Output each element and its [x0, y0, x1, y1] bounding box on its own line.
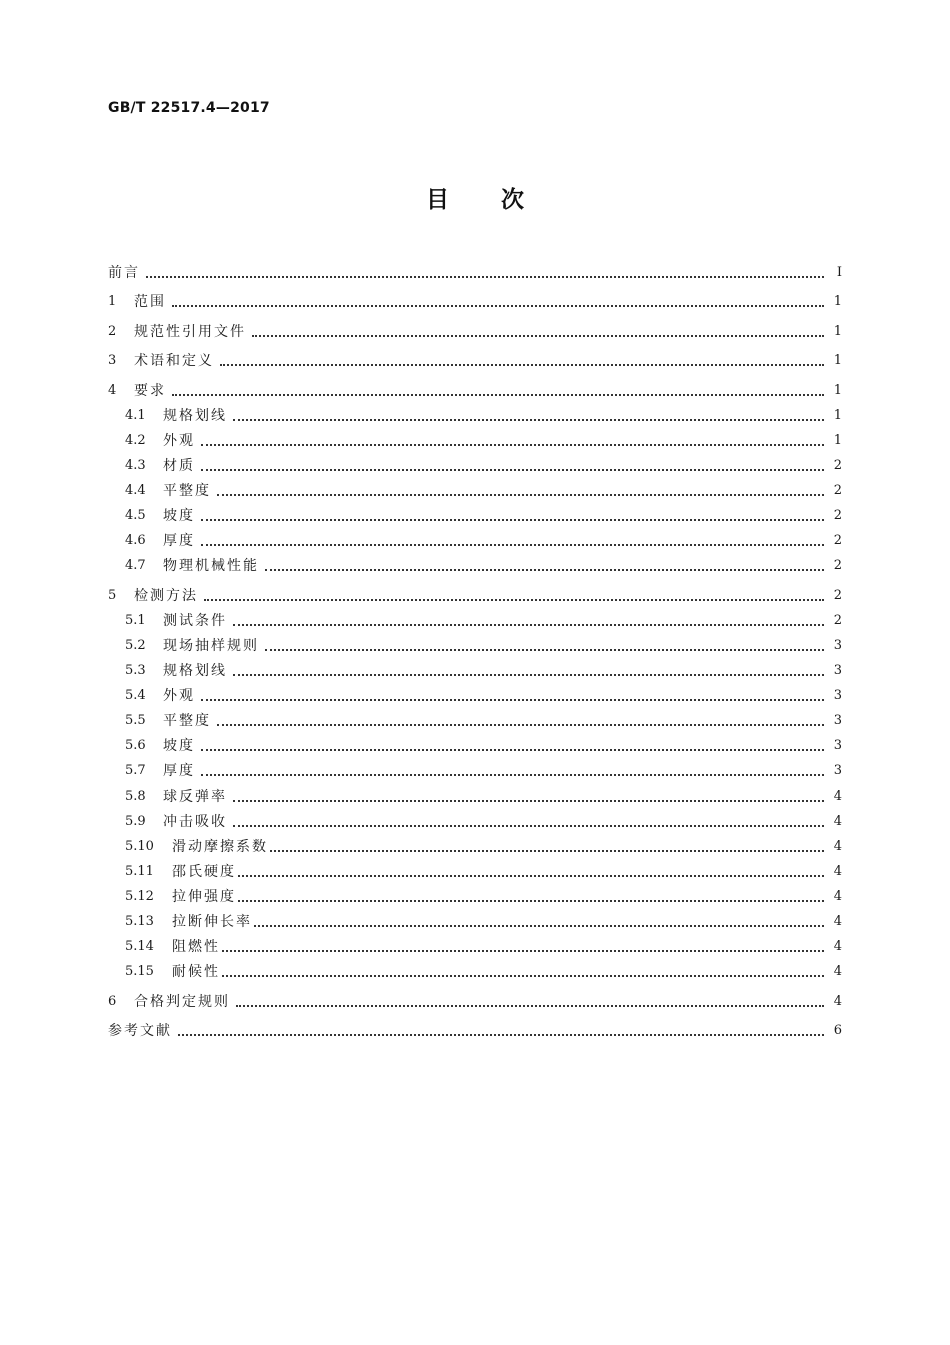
toc-entry-page: 1 [833, 383, 842, 398]
toc-dot-leader [201, 773, 824, 776]
toc-entry-label: 规格划线 [163, 408, 227, 424]
toc-entry-page: 2 [833, 613, 842, 628]
toc-dot-leader [238, 874, 824, 877]
toc-title-right: 次 [501, 187, 524, 213]
toc-entry-label: 冲击吸收 [163, 814, 227, 830]
toc-dot-leader [204, 598, 824, 601]
toc-dot-leader [270, 849, 824, 852]
toc-entry-number: 5.11 [125, 864, 154, 879]
toc-entry[interactable] [0, 735, 950, 755]
toc-entry-number: 5.1 [125, 613, 146, 628]
toc-entry-label: 坡度 [163, 738, 195, 754]
toc-entry-number: 4.3 [125, 458, 146, 473]
toc-entry-number: 4.4 [125, 483, 146, 498]
toc-entry[interactable] [0, 262, 950, 282]
toc-entry-page: 4 [833, 839, 842, 854]
toc-entry[interactable] [0, 321, 950, 341]
toc-entry-page: Ⅰ [836, 265, 842, 280]
toc-entry-label: 材质 [163, 458, 195, 474]
toc-dot-leader [217, 493, 824, 496]
toc-entry-page: 3 [833, 638, 842, 653]
toc-entry[interactable] [0, 480, 950, 500]
toc-entry-number: 5.4 [125, 688, 146, 703]
toc-entry-number: 5.12 [125, 889, 154, 904]
toc-entry-number: 2 [108, 324, 117, 339]
toc-entry[interactable] [0, 660, 950, 680]
toc-entry-number: 5.2 [125, 638, 146, 653]
toc-entry-number: 5.7 [125, 763, 146, 778]
toc-entry-number: 4.5 [125, 508, 146, 523]
toc-entry-number: 4.1 [125, 408, 146, 423]
toc-dot-leader [201, 468, 824, 471]
toc-entry[interactable] [0, 886, 950, 906]
toc-entry-number: 6 [108, 994, 117, 1009]
toc-dot-leader [236, 1004, 824, 1007]
toc-entry-page: 4 [833, 864, 842, 879]
toc-entry[interactable] [0, 786, 950, 806]
toc-entry-label: 阻燃性 [172, 939, 220, 955]
toc-dot-leader [233, 824, 824, 827]
toc-entry-page: 1 [833, 294, 842, 309]
toc-entry[interactable] [0, 911, 950, 931]
toc-dot-leader [201, 518, 824, 521]
toc-entry[interactable] [0, 936, 950, 956]
toc-entry-page: 2 [833, 508, 842, 523]
toc-entry-number: 3 [108, 353, 117, 368]
toc-entry[interactable] [0, 430, 950, 450]
toc-dot-leader [233, 623, 824, 626]
toc-entry[interactable] [0, 760, 950, 780]
toc-dot-leader [201, 698, 824, 701]
toc-dot-leader [233, 673, 824, 676]
toc-entry[interactable] [0, 350, 950, 370]
toc-entry-page: 4 [833, 994, 842, 1009]
toc-entry-number: 5.3 [125, 663, 146, 678]
toc-entry-page: 1 [833, 324, 842, 339]
toc-entry[interactable] [0, 836, 950, 856]
toc-entry[interactable] [0, 291, 950, 311]
toc-entry-number: 5.15 [125, 964, 154, 979]
toc-dot-leader [146, 275, 824, 278]
toc-entry-number: 4.2 [125, 433, 146, 448]
toc-entry-number: 5.8 [125, 789, 146, 804]
toc-entry-number: 5 [108, 588, 117, 603]
toc-entry-page: 4 [833, 789, 842, 804]
toc-entry[interactable] [0, 961, 950, 981]
toc-entry-label: 邵氏硬度 [172, 864, 236, 880]
toc-entry-label: 现场抽样规则 [163, 638, 259, 654]
toc-entry-number: 5.5 [125, 713, 146, 728]
toc-entry-page: 4 [833, 814, 842, 829]
toc-entry-page: 3 [833, 713, 842, 728]
toc-entry-page: 2 [833, 483, 842, 498]
toc-entry[interactable] [0, 811, 950, 831]
toc-entry-label: 拉伸强度 [172, 889, 236, 905]
toc-dot-leader [254, 924, 824, 927]
toc-entry[interactable] [0, 610, 950, 630]
toc-entry-label: 平整度 [163, 713, 211, 729]
toc-entry-label: 术语和定义 [134, 353, 214, 369]
toc-entry-page: 1 [833, 408, 842, 423]
toc-entry[interactable] [0, 380, 950, 400]
toc-dot-leader [172, 304, 824, 307]
toc-entry-number: 4.6 [125, 533, 146, 548]
toc-entry-label: 范围 [134, 294, 166, 310]
toc-dot-leader [265, 568, 824, 571]
toc-entry-page: 3 [833, 763, 842, 778]
toc-entry-label: 外观 [163, 688, 195, 704]
toc-entry-label: 平整度 [163, 483, 211, 499]
toc-dot-leader [201, 543, 824, 546]
toc-entry-label: 厚度 [163, 533, 195, 549]
toc-entry[interactable] [0, 555, 950, 575]
toc-entry-number: 5.13 [125, 914, 154, 929]
toc-entry-label: 坡度 [163, 508, 195, 524]
toc-entry-number: 5.10 [125, 839, 154, 854]
toc-entry-label: 耐候性 [172, 964, 220, 980]
toc-entry-number: 5.6 [125, 738, 146, 753]
toc-entry[interactable] [0, 505, 950, 525]
toc-entry-number: 4 [108, 383, 117, 398]
toc-entry-label: 参考文献 [108, 1023, 172, 1039]
toc-entry-label: 前言 [108, 265, 140, 281]
toc-entry-page: 4 [833, 889, 842, 904]
toc-entry-number: 5.14 [125, 939, 154, 954]
toc-entry-number: 1 [108, 294, 117, 309]
toc-dot-leader [220, 363, 824, 366]
toc-entry-label: 测试条件 [163, 613, 227, 629]
toc-entry[interactable] [0, 991, 950, 1011]
standard-code: GB/T 22517.4—2017 [108, 100, 270, 116]
toc-entry[interactable] [0, 861, 950, 881]
toc-entry-page: 6 [833, 1023, 842, 1038]
toc-entry-page: 2 [833, 533, 842, 548]
toc-dot-leader [217, 723, 824, 726]
toc-entry-page: 2 [833, 588, 842, 603]
toc-dot-leader [265, 648, 824, 651]
toc-entry-label: 规范性引用文件 [134, 324, 246, 340]
toc-dot-leader [233, 799, 824, 802]
toc-entry[interactable] [0, 635, 950, 655]
toc-entry[interactable] [0, 530, 950, 550]
toc-dot-leader [222, 974, 824, 977]
toc-dot-leader [222, 949, 824, 952]
toc-entry-number: 4.7 [125, 558, 146, 573]
toc-dot-leader [252, 334, 824, 337]
toc-entry-page: 2 [833, 558, 842, 573]
toc-dot-leader [201, 443, 824, 446]
toc-entry-label: 厚度 [163, 763, 195, 779]
toc-title-left: 目 [426, 187, 449, 213]
toc-entry-label: 合格判定规则 [134, 994, 230, 1010]
toc-entry[interactable] [0, 1020, 950, 1040]
toc-entry-page: 3 [833, 663, 842, 678]
toc-entry-page: 1 [833, 433, 842, 448]
toc-entry[interactable] [0, 710, 950, 730]
toc-dot-leader [233, 418, 824, 421]
toc-entry-label: 规格划线 [163, 663, 227, 679]
toc-entry-label: 要求 [134, 383, 166, 399]
toc-entry-page: 1 [833, 353, 842, 368]
toc-entry[interactable] [0, 585, 950, 605]
toc-entry-page: 4 [833, 939, 842, 954]
toc-entry-label: 滑动摩擦系数 [172, 839, 268, 855]
toc-entry[interactable] [0, 455, 950, 475]
toc-entry-label: 外观 [163, 433, 195, 449]
toc-dot-leader [238, 899, 824, 902]
toc-entry[interactable] [0, 685, 950, 705]
toc-entry-label: 拉断伸长率 [172, 914, 252, 930]
toc-entry-label: 物理机械性能 [163, 558, 259, 574]
toc-dot-leader [201, 748, 824, 751]
toc-entry[interactable] [0, 405, 950, 425]
toc-entry-page: 3 [833, 738, 842, 753]
toc-entry-number: 5.9 [125, 814, 146, 829]
toc-entry-page: 3 [833, 688, 842, 703]
toc-entry-label: 球反弹率 [163, 789, 227, 805]
toc-dot-leader [178, 1033, 824, 1036]
toc-entry-label: 检测方法 [134, 588, 198, 604]
toc-entry-page: 2 [833, 458, 842, 473]
toc-entry-page: 4 [833, 964, 842, 979]
toc-entry-page: 4 [833, 914, 842, 929]
toc-dot-leader [172, 393, 824, 396]
